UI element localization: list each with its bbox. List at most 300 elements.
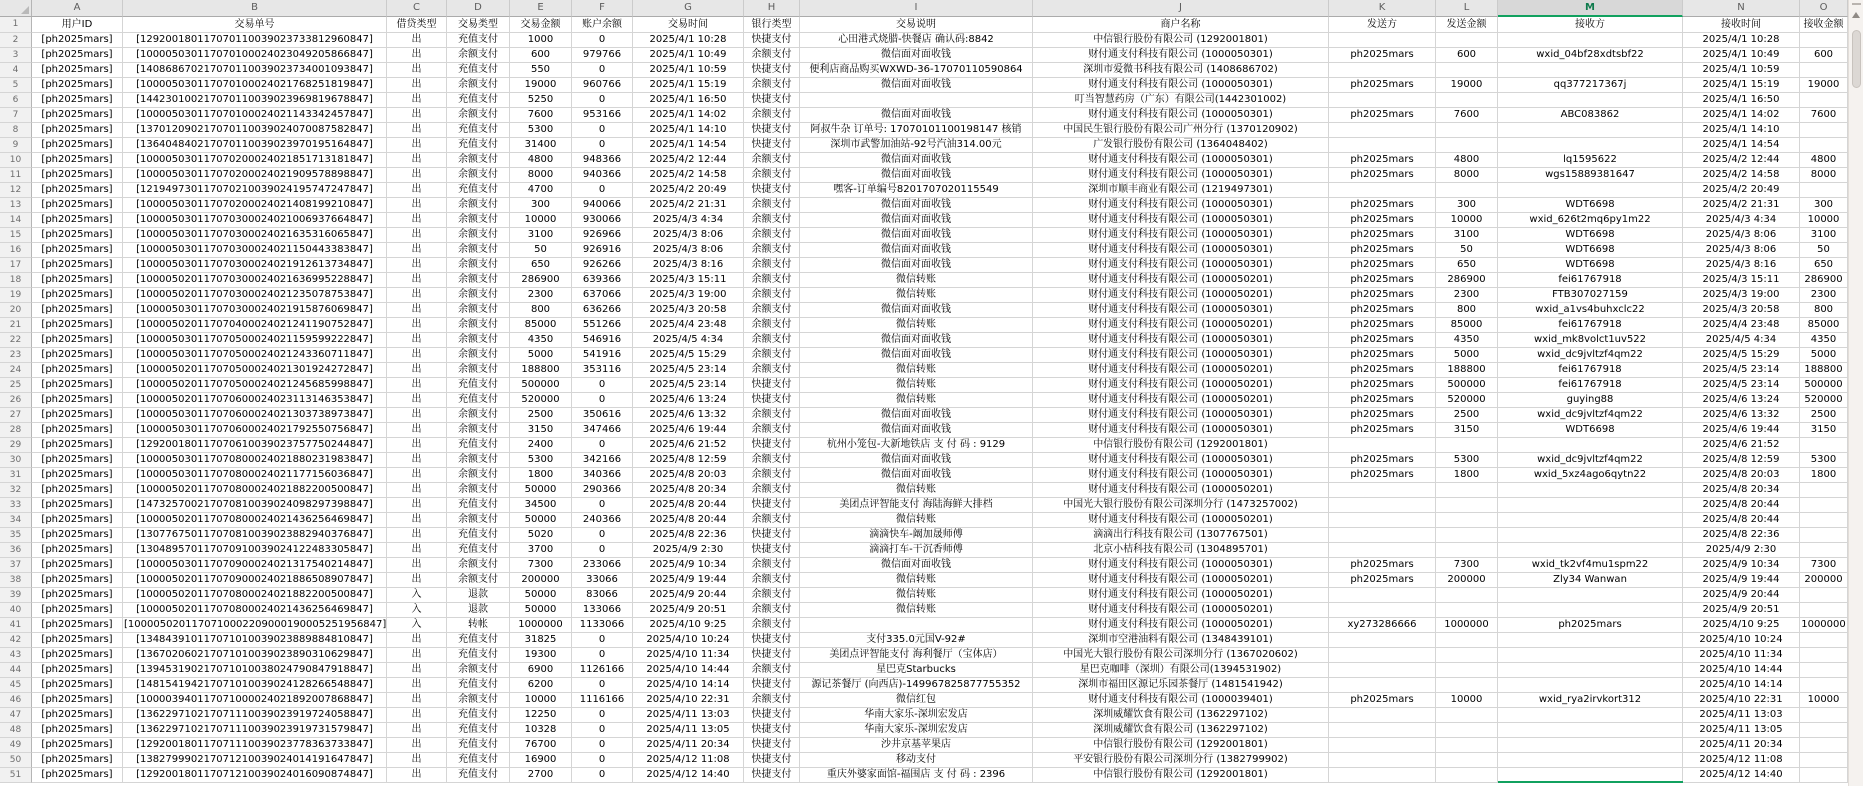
cell-F14[interactable]: 930066 (572, 213, 633, 228)
cell-K35[interactable] (1329, 528, 1436, 543)
cell-C41[interactable]: 入 (387, 618, 447, 633)
cell-G35[interactable]: 2025/4/8 22:36 (633, 528, 744, 543)
cell-N19[interactable]: 2025/4/3 19:00 (1683, 288, 1800, 303)
column-title-cell[interactable]: 发送方 (1329, 17, 1436, 33)
cell-O20[interactable]: 800 (1800, 303, 1848, 318)
cell-B16[interactable]: [100005030117070300024021150443383847] (123, 243, 387, 258)
cell-I28[interactable]: 微信面对面收钱 (800, 423, 1033, 438)
cell-I38[interactable]: 微信转账 (800, 573, 1033, 588)
row-number[interactable]: 41 (0, 618, 32, 633)
cell-J50[interactable]: 平安银行股份有限公司深圳分行 (1382799902) (1033, 753, 1329, 768)
column-title-cell[interactable]: 商户名称 (1033, 17, 1329, 33)
column-title-cell[interactable]: 交易类型 (447, 17, 510, 33)
cell-L41[interactable]: 1000000 (1436, 618, 1498, 633)
cell-L26[interactable]: 520000 (1436, 393, 1498, 408)
cell-B39[interactable]: [100005020117070800024021882200500847] (123, 588, 387, 603)
cell-G51[interactable]: 2025/4/12 14:40 (633, 768, 744, 783)
cell-O11[interactable]: 8000 (1800, 168, 1848, 183)
cell-F2[interactable]: 0 (572, 33, 633, 48)
cell-C7[interactable]: 出 (387, 108, 447, 123)
cell-K7[interactable]: ph2025mars (1329, 108, 1436, 123)
cell-F50[interactable]: 0 (572, 753, 633, 768)
cell-D41[interactable]: 转帐 (447, 618, 510, 633)
cell-N36[interactable]: 2025/4/9 2:30 (1683, 543, 1800, 558)
row-number[interactable]: 6 (0, 93, 32, 108)
cell-A7[interactable]: [ph2025mars] (32, 108, 123, 123)
cell-E47[interactable]: 12250 (510, 708, 572, 723)
cell-G19[interactable]: 2025/4/3 19:00 (633, 288, 744, 303)
cell-D47[interactable]: 充值支付 (447, 708, 510, 723)
cell-E6[interactable]: 5250 (510, 93, 572, 108)
cell-I29[interactable]: 杭州小笼包-大新地铁店 支 付 码 : 9129 (800, 438, 1033, 453)
cell-G5[interactable]: 2025/4/1 15:19 (633, 78, 744, 93)
cell-M33[interactable] (1498, 498, 1683, 513)
cell-F6[interactable]: 0 (572, 93, 633, 108)
cell-N51[interactable]: 2025/4/12 14:40 (1683, 768, 1800, 783)
row-number[interactable]: 45 (0, 678, 32, 693)
cell-J45[interactable]: 深圳市福田区源记乐园茶餐厅 (1481541942) (1033, 678, 1329, 693)
cell-G27[interactable]: 2025/4/6 13:32 (633, 408, 744, 423)
cell-D48[interactable]: 充值支付 (447, 723, 510, 738)
row-number[interactable]: 15 (0, 228, 32, 243)
cell-D45[interactable]: 充值支付 (447, 678, 510, 693)
cell-H32[interactable]: 余额支付 (744, 483, 800, 498)
row-number[interactable]: 46 (0, 693, 32, 708)
cell-B7[interactable]: [100005030117070100024021143342457847] (123, 108, 387, 123)
cell-J18[interactable]: 财付通支付科技有限公司 (1000050201) (1033, 273, 1329, 288)
cell-I3[interactable]: 微信面对面收钱 (800, 48, 1033, 63)
cell-F40[interactable]: 133066 (572, 603, 633, 618)
cell-B13[interactable]: [100005030117070200024021408199210847] (123, 198, 387, 213)
row-number[interactable]: 20 (0, 303, 32, 318)
cell-C29[interactable]: 出 (387, 438, 447, 453)
cell-H33[interactable]: 快捷支付 (744, 498, 800, 513)
cell-I18[interactable]: 微信转账 (800, 273, 1033, 288)
cell-N38[interactable]: 2025/4/9 19:44 (1683, 573, 1800, 588)
cell-L31[interactable]: 1800 (1436, 468, 1498, 483)
cell-G38[interactable]: 2025/4/9 19:44 (633, 573, 744, 588)
cell-A49[interactable]: [ph2025mars] (32, 738, 123, 753)
cell-J44[interactable]: 星巴克咖啡（深圳）有限公司(1394531902) (1033, 663, 1329, 678)
cell-N45[interactable]: 2025/4/10 14:14 (1683, 678, 1800, 693)
cell-N29[interactable]: 2025/4/6 21:52 (1683, 438, 1800, 453)
cell-A18[interactable]: [ph2025mars] (32, 273, 123, 288)
cell-N32[interactable]: 2025/4/8 20:34 (1683, 483, 1800, 498)
cell-N41[interactable]: 2025/4/10 9:25 (1683, 618, 1800, 633)
cell-D49[interactable]: 充值支付 (447, 738, 510, 753)
cell-F36[interactable]: 0 (572, 543, 633, 558)
cell-D24[interactable]: 余额支付 (447, 363, 510, 378)
cell-D38[interactable]: 余额支付 (447, 573, 510, 588)
cell-I46[interactable]: 微信红包 (800, 693, 1033, 708)
cell-O26[interactable]: 520000 (1800, 393, 1848, 408)
cell-F27[interactable]: 350616 (572, 408, 633, 423)
cell-G29[interactable]: 2025/4/6 21:52 (633, 438, 744, 453)
row-number[interactable]: 13 (0, 198, 32, 213)
cell-K51[interactable] (1329, 768, 1436, 783)
cell-L28[interactable]: 3150 (1436, 423, 1498, 438)
cell-I22[interactable]: 微信面对面收钱 (800, 333, 1033, 348)
cell-G22[interactable]: 2025/4/5 4:34 (633, 333, 744, 348)
cell-I50[interactable]: 移动支付 (800, 753, 1033, 768)
cell-L50[interactable] (1436, 753, 1498, 768)
row-number[interactable]: 36 (0, 543, 32, 558)
cell-D2[interactable]: 充值支付 (447, 33, 510, 48)
cell-M30[interactable]: wxid_dc9jvltzf4qm22 (1498, 453, 1683, 468)
cell-O28[interactable]: 3150 (1800, 423, 1848, 438)
cell-K8[interactable] (1329, 123, 1436, 138)
cell-D40[interactable]: 退款 (447, 603, 510, 618)
cell-G13[interactable]: 2025/4/2 21:31 (633, 198, 744, 213)
cell-K42[interactable] (1329, 633, 1436, 648)
cell-I20[interactable]: 微信面对面收钱 (800, 303, 1033, 318)
cell-O18[interactable]: 286900 (1800, 273, 1848, 288)
row-number[interactable]: 39 (0, 588, 32, 603)
cell-E20[interactable]: 800 (510, 303, 572, 318)
row-number[interactable]: 25 (0, 378, 32, 393)
cell-E48[interactable]: 10328 (510, 723, 572, 738)
cell-B47[interactable]: [136229710217071110039023919724058847] (123, 708, 387, 723)
cell-O42[interactable] (1800, 633, 1848, 648)
cell-E21[interactable]: 85000 (510, 318, 572, 333)
cell-H43[interactable]: 快捷支付 (744, 648, 800, 663)
cell-H37[interactable]: 余额支付 (744, 558, 800, 573)
cell-L44[interactable] (1436, 663, 1498, 678)
cell-M44[interactable] (1498, 663, 1683, 678)
cell-C2[interactable]: 出 (387, 33, 447, 48)
row-number[interactable]: 43 (0, 648, 32, 663)
cell-J38[interactable]: 财付通支付科技有限公司 (1000050201) (1033, 573, 1329, 588)
column-header-k[interactable]: K (1329, 0, 1436, 17)
cell-H17[interactable]: 余额支付 (744, 258, 800, 273)
cell-D14[interactable]: 余额支付 (447, 213, 510, 228)
cell-M38[interactable]: Zly34 Wanwan (1498, 573, 1683, 588)
cell-E45[interactable]: 6200 (510, 678, 572, 693)
column-title-cell[interactable]: 交易金额 (510, 17, 572, 33)
cell-B9[interactable]: [136404840217070110039023970195164847] (123, 138, 387, 153)
cell-E38[interactable]: 200000 (510, 573, 572, 588)
cell-C32[interactable]: 出 (387, 483, 447, 498)
cell-G48[interactable]: 2025/4/11 13:05 (633, 723, 744, 738)
cell-M13[interactable]: WDT6698 (1498, 198, 1683, 213)
cell-F17[interactable]: 926266 (572, 258, 633, 273)
cell-J29[interactable]: 中信银行股份有限公司 (1292001801) (1033, 438, 1329, 453)
cell-E35[interactable]: 5020 (510, 528, 572, 543)
cell-D13[interactable]: 余额支付 (447, 198, 510, 213)
row-number[interactable]: 8 (0, 123, 32, 138)
cell-D6[interactable]: 充值支付 (447, 93, 510, 108)
cell-M4[interactable] (1498, 63, 1683, 78)
cell-L10[interactable]: 4800 (1436, 153, 1498, 168)
cell-I11[interactable]: 微信面对面收钱 (800, 168, 1033, 183)
cell-H28[interactable]: 余额支付 (744, 423, 800, 438)
cell-E30[interactable]: 5300 (510, 453, 572, 468)
cell-G9[interactable]: 2025/4/1 14:54 (633, 138, 744, 153)
cell-J3[interactable]: 财付通支付科技有限公司 (1000050301) (1033, 48, 1329, 63)
cell-G3[interactable]: 2025/4/1 10:49 (633, 48, 744, 63)
cell-O47[interactable] (1800, 708, 1848, 723)
row-number[interactable]: 28 (0, 423, 32, 438)
cell-O2[interactable] (1800, 33, 1848, 48)
cell-L34[interactable] (1436, 513, 1498, 528)
cell-F43[interactable]: 0 (572, 648, 633, 663)
cell-I25[interactable]: 微信转账 (800, 378, 1033, 393)
cell-H2[interactable]: 快捷支付 (744, 33, 800, 48)
cell-A3[interactable]: [ph2025mars] (32, 48, 123, 63)
cell-C9[interactable]: 出 (387, 138, 447, 153)
cell-K48[interactable] (1329, 723, 1436, 738)
cell-H42[interactable]: 快捷支付 (744, 633, 800, 648)
cell-F46[interactable]: 1116166 (572, 693, 633, 708)
cell-M9[interactable] (1498, 138, 1683, 153)
cell-G23[interactable]: 2025/4/5 15:29 (633, 348, 744, 363)
row-number[interactable]: 11 (0, 168, 32, 183)
cell-M20[interactable]: wxid_a1vs4buhxclc22 (1498, 303, 1683, 318)
cell-H7[interactable]: 余额支付 (744, 108, 800, 123)
cell-E19[interactable]: 2300 (510, 288, 572, 303)
cell-N40[interactable]: 2025/4/9 20:51 (1683, 603, 1800, 618)
cell-C4[interactable]: 出 (387, 63, 447, 78)
cell-M43[interactable] (1498, 648, 1683, 663)
cell-H51[interactable]: 快捷支付 (744, 768, 800, 783)
cell-O3[interactable]: 600 (1800, 48, 1848, 63)
cell-O32[interactable] (1800, 483, 1848, 498)
row-number[interactable]: 16 (0, 243, 32, 258)
cell-N20[interactable]: 2025/4/3 20:58 (1683, 303, 1800, 318)
cell-C46[interactable]: 出 (387, 693, 447, 708)
cell-D3[interactable]: 余额支付 (447, 48, 510, 63)
cell-I7[interactable]: 微信面对面收钱 (800, 108, 1033, 123)
cell-I27[interactable]: 微信面对面收钱 (800, 408, 1033, 423)
cell-O10[interactable]: 4800 (1800, 153, 1848, 168)
cell-L9[interactable] (1436, 138, 1498, 153)
cell-F42[interactable]: 0 (572, 633, 633, 648)
cell-H31[interactable]: 余额支付 (744, 468, 800, 483)
cell-F30[interactable]: 342166 (572, 453, 633, 468)
row-number[interactable]: 17 (0, 258, 32, 273)
cell-C15[interactable]: 出 (387, 228, 447, 243)
cell-H24[interactable]: 余额支付 (744, 363, 800, 378)
cell-C28[interactable]: 出 (387, 423, 447, 438)
row-number[interactable]: 35 (0, 528, 32, 543)
cell-A12[interactable]: [ph2025mars] (32, 183, 123, 198)
cell-G7[interactable]: 2025/4/1 14:02 (633, 108, 744, 123)
cell-J43[interactable]: 中国光大银行股份有限公司深圳分行 (1367020602) (1033, 648, 1329, 663)
cell-I36[interactable]: 滴滴打车-干沉香师傅 (800, 543, 1033, 558)
cell-E25[interactable]: 500000 (510, 378, 572, 393)
cell-G16[interactable]: 2025/4/3 8:06 (633, 243, 744, 258)
cell-G10[interactable]: 2025/4/2 12:44 (633, 153, 744, 168)
cell-C11[interactable]: 出 (387, 168, 447, 183)
column-header-f[interactable]: F (572, 0, 633, 17)
cell-H29[interactable]: 快捷支付 (744, 438, 800, 453)
cell-D20[interactable]: 余额支付 (447, 303, 510, 318)
cell-N14[interactable]: 2025/4/3 4:34 (1683, 213, 1800, 228)
cell-I48[interactable]: 华南大家乐-深圳宏发店 (800, 723, 1033, 738)
row-number[interactable]: 10 (0, 153, 32, 168)
cell-K36[interactable] (1329, 543, 1436, 558)
cell-E16[interactable]: 50 (510, 243, 572, 258)
cell-B33[interactable]: [147325700217070810039024098297398847] (123, 498, 387, 513)
cell-M35[interactable] (1498, 528, 1683, 543)
cell-B45[interactable]: [148154194217071010039024128266548847] (123, 678, 387, 693)
cell-L5[interactable]: 19000 (1436, 78, 1498, 93)
cell-B31[interactable]: [100005030117070800024021177156036847] (123, 468, 387, 483)
cell-G28[interactable]: 2025/4/6 19:44 (633, 423, 744, 438)
scrollbar-thumb[interactable] (1852, 30, 1861, 88)
cell-L4[interactable] (1436, 63, 1498, 78)
cell-M6[interactable] (1498, 93, 1683, 108)
cell-I47[interactable]: 华南大家乐-深圳宏发店 (800, 708, 1033, 723)
cell-L30[interactable]: 5300 (1436, 453, 1498, 468)
cell-B3[interactable]: [100005030117070100024023049205866847] (123, 48, 387, 63)
cell-E26[interactable]: 520000 (510, 393, 572, 408)
cell-E44[interactable]: 6900 (510, 663, 572, 678)
cell-O21[interactable]: 85000 (1800, 318, 1848, 333)
cell-J5[interactable]: 财付通支付科技有限公司 (1000050301) (1033, 78, 1329, 93)
cell-A25[interactable]: [ph2025mars] (32, 378, 123, 393)
cell-E9[interactable]: 31400 (510, 138, 572, 153)
cell-N23[interactable]: 2025/4/5 15:29 (1683, 348, 1800, 363)
cell-M8[interactable] (1498, 123, 1683, 138)
cell-N31[interactable]: 2025/4/8 20:03 (1683, 468, 1800, 483)
cell-L13[interactable]: 300 (1436, 198, 1498, 213)
cell-E14[interactable]: 10000 (510, 213, 572, 228)
cell-N49[interactable]: 2025/4/11 20:34 (1683, 738, 1800, 753)
cell-C24[interactable]: 出 (387, 363, 447, 378)
cell-G18[interactable]: 2025/4/3 15:11 (633, 273, 744, 288)
cell-F33[interactable]: 0 (572, 498, 633, 513)
cell-L35[interactable] (1436, 528, 1498, 543)
cell-E5[interactable]: 19000 (510, 78, 572, 93)
cell-E42[interactable]: 31825 (510, 633, 572, 648)
column-header-l[interactable]: L (1436, 0, 1498, 17)
cell-F29[interactable]: 0 (572, 438, 633, 453)
cell-K45[interactable] (1329, 678, 1436, 693)
cell-O7[interactable]: 7600 (1800, 108, 1848, 123)
cell-I16[interactable]: 微信面对面收钱 (800, 243, 1033, 258)
cell-O35[interactable] (1800, 528, 1848, 543)
cell-A19[interactable]: [ph2025mars] (32, 288, 123, 303)
cell-K19[interactable]: ph2025mars (1329, 288, 1436, 303)
cell-B38[interactable]: [100005020117070900024021886508907847] (123, 573, 387, 588)
cell-L2[interactable] (1436, 33, 1498, 48)
cell-H22[interactable]: 余额支付 (744, 333, 800, 348)
cell-H23[interactable]: 余额支付 (744, 348, 800, 363)
cell-J6[interactable]: 叮当智慧药房（广东）有限公司(1442301002) (1033, 93, 1329, 108)
cell-E34[interactable]: 50000 (510, 513, 572, 528)
cell-J33[interactable]: 中国光大银行股份有限公司深圳分行 (1473257002) (1033, 498, 1329, 513)
cell-A4[interactable]: [ph2025mars] (32, 63, 123, 78)
cell-O22[interactable]: 4350 (1800, 333, 1848, 348)
cell-A35[interactable]: [ph2025mars] (32, 528, 123, 543)
row-number[interactable]: 3 (0, 48, 32, 63)
cell-B17[interactable]: [100005030117070300024021912613734847] (123, 258, 387, 273)
cell-A26[interactable]: [ph2025mars] (32, 393, 123, 408)
cell-J31[interactable]: 财付通支付科技有限公司 (1000050301) (1033, 468, 1329, 483)
cell-C18[interactable]: 出 (387, 273, 447, 288)
cell-E17[interactable]: 650 (510, 258, 572, 273)
cell-N47[interactable]: 2025/4/11 13:03 (1683, 708, 1800, 723)
cell-K5[interactable]: ph2025mars (1329, 78, 1436, 93)
cell-L15[interactable]: 3100 (1436, 228, 1498, 243)
cell-B46[interactable]: [100003940117071000024021892007868847] (123, 693, 387, 708)
cell-F28[interactable]: 347466 (572, 423, 633, 438)
cell-C51[interactable]: 出 (387, 768, 447, 783)
cell-M42[interactable] (1498, 633, 1683, 648)
cell-E18[interactable]: 286900 (510, 273, 572, 288)
row-number[interactable]: 14 (0, 213, 32, 228)
cell-E39[interactable]: 50000 (510, 588, 572, 603)
cell-K49[interactable] (1329, 738, 1436, 753)
cell-D34[interactable]: 余额支付 (447, 513, 510, 528)
cell-A47[interactable]: [ph2025mars] (32, 708, 123, 723)
cell-L39[interactable] (1436, 588, 1498, 603)
cell-I39[interactable]: 微信转账 (800, 588, 1033, 603)
cell-L21[interactable]: 85000 (1436, 318, 1498, 333)
cell-G47[interactable]: 2025/4/11 13:03 (633, 708, 744, 723)
cell-B42[interactable]: [134843910117071010039023889884810847] (123, 633, 387, 648)
cell-D11[interactable]: 余额支付 (447, 168, 510, 183)
cell-J14[interactable]: 财付通支付科技有限公司 (1000050301) (1033, 213, 1329, 228)
cell-B22[interactable]: [100005030117070500024021159599222847] (123, 333, 387, 348)
cell-M14[interactable]: wxid_626t2mq6py1m22 (1498, 213, 1683, 228)
cell-O9[interactable] (1800, 138, 1848, 153)
cell-A15[interactable]: [ph2025mars] (32, 228, 123, 243)
cell-D39[interactable]: 退款 (447, 588, 510, 603)
cell-O48[interactable] (1800, 723, 1848, 738)
cell-M45[interactable] (1498, 678, 1683, 693)
cell-B18[interactable]: [100005020117070300024021636995228847] (123, 273, 387, 288)
column-header-i[interactable]: I (800, 0, 1033, 17)
cell-E43[interactable]: 19300 (510, 648, 572, 663)
cell-M31[interactable]: wxid_5xz4ago6qytn22 (1498, 468, 1683, 483)
cell-F44[interactable]: 1126166 (572, 663, 633, 678)
cell-D43[interactable]: 充值支付 (447, 648, 510, 663)
cell-A16[interactable]: [ph2025mars] (32, 243, 123, 258)
cell-J37[interactable]: 财付通支付科技有限公司 (1000050301) (1033, 558, 1329, 573)
cell-H5[interactable]: 余额支付 (744, 78, 800, 93)
cell-F3[interactable]: 979766 (572, 48, 633, 63)
split-handle-icon[interactable] (1852, 3, 1861, 5)
cell-C31[interactable]: 出 (387, 468, 447, 483)
cell-I51[interactable]: 重庆外婆家面馆-福围店 支 付 码 : 2396 (800, 768, 1033, 783)
row-number[interactable]: 18 (0, 273, 32, 288)
cell-A32[interactable]: [ph2025mars] (32, 483, 123, 498)
row-number[interactable]: 29 (0, 438, 32, 453)
cell-I45[interactable]: 源记茶餐厅 (向西店)-149967825877755352 (800, 678, 1033, 693)
cell-O25[interactable]: 500000 (1800, 378, 1848, 393)
cell-O38[interactable]: 200000 (1800, 573, 1848, 588)
cell-C23[interactable]: 出 (387, 348, 447, 363)
cell-K34[interactable] (1329, 513, 1436, 528)
cell-L27[interactable]: 2500 (1436, 408, 1498, 423)
cell-A45[interactable]: [ph2025mars] (32, 678, 123, 693)
cell-C50[interactable]: 出 (387, 753, 447, 768)
cell-D27[interactable]: 余额支付 (447, 408, 510, 423)
cell-C37[interactable]: 出 (387, 558, 447, 573)
cell-D18[interactable]: 余额支付 (447, 273, 510, 288)
cell-N5[interactable]: 2025/4/1 15:19 (1683, 78, 1800, 93)
cell-J9[interactable]: 广发银行股份有限公司 (1364048402) (1033, 138, 1329, 153)
cell-E10[interactable]: 4800 (510, 153, 572, 168)
cell-F19[interactable]: 637066 (572, 288, 633, 303)
cell-A23[interactable]: [ph2025mars] (32, 348, 123, 363)
cell-B37[interactable]: [100005030117070900024021317540214847] (123, 558, 387, 573)
cell-I13[interactable]: 微信面对面收钱 (800, 198, 1033, 213)
cell-B12[interactable]: [121949730117070210039024195747247847] (123, 183, 387, 198)
cell-A2[interactable]: [ph2025mars] (32, 33, 123, 48)
